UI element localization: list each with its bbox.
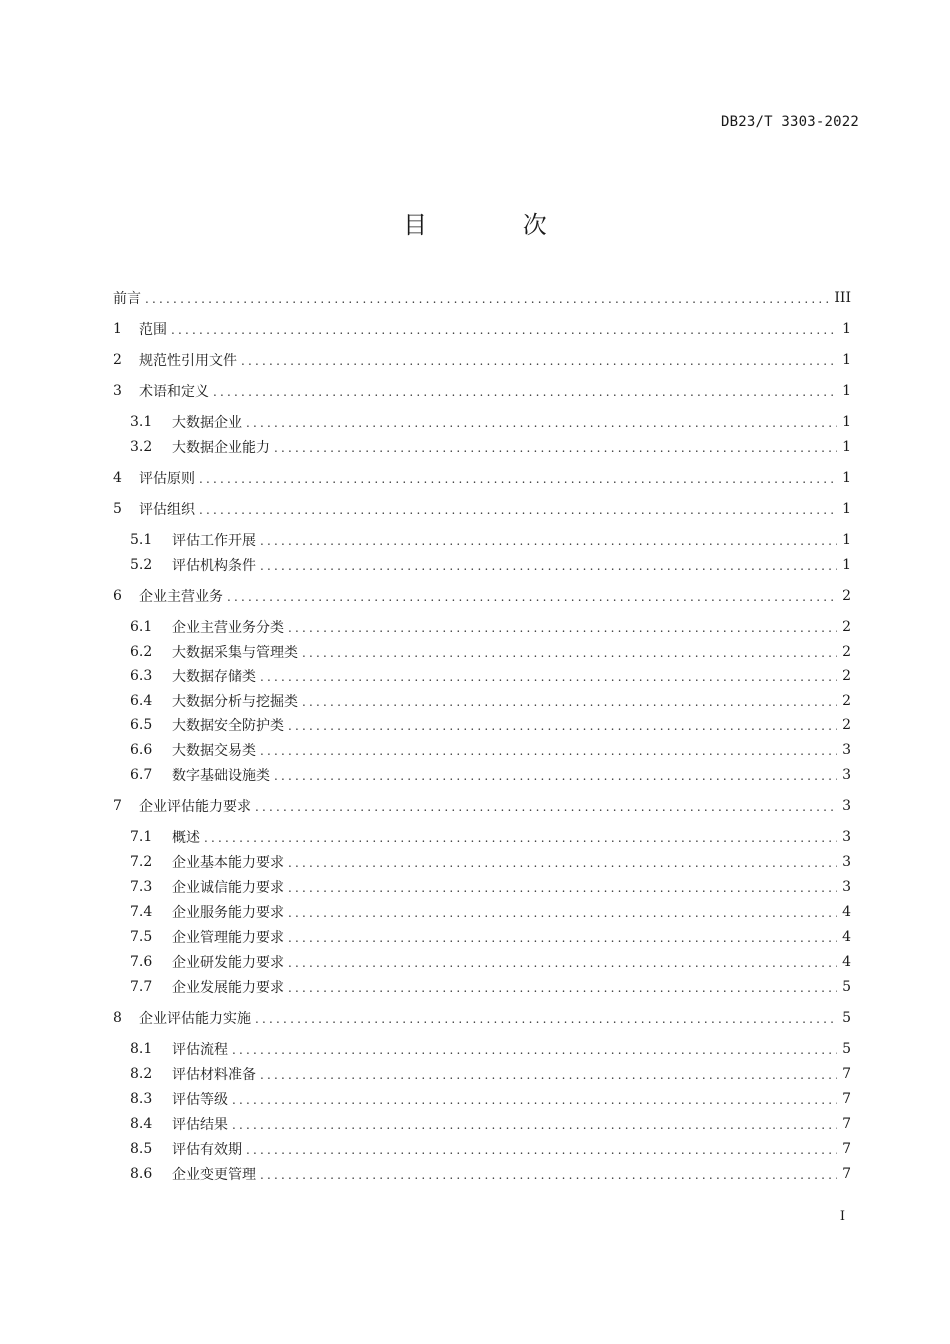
- toc-entry-number: 5.2: [130, 557, 153, 573]
- toc-entry-number: 1: [113, 321, 122, 337]
- toc-entry[interactable]: [113, 641, 851, 663]
- toc-entry-number: 8.5: [130, 1141, 153, 1157]
- toc-entry-label: 评估组织: [139, 502, 195, 518]
- toc-entry-label: 企业主营业务: [139, 589, 223, 605]
- dot-leader: [255, 1012, 837, 1026]
- toc-entry-number: 3.2: [130, 439, 153, 455]
- toc-entry-label: 术语和定义: [139, 384, 209, 400]
- toc-entry-page: 2: [842, 668, 851, 684]
- toc-entry-label: 企业主营业务分类: [172, 620, 284, 636]
- toc-entry[interactable]: [113, 411, 851, 433]
- toc-entry-page: 2: [842, 717, 851, 733]
- toc-entry-label: 大数据安全防护类: [172, 718, 284, 734]
- toc-entry-number: 8.3: [130, 1091, 153, 1107]
- dot-leader: [232, 1093, 837, 1107]
- toc-entry-label: 大数据存储类: [172, 669, 256, 685]
- toc-entry[interactable]: [113, 318, 851, 340]
- dot-leader: [260, 744, 837, 758]
- toc-entry[interactable]: [113, 287, 851, 309]
- dot-leader: [255, 800, 837, 814]
- dot-leader: [204, 831, 837, 845]
- toc-entry[interactable]: [113, 554, 851, 576]
- toc-entry-label: 范围: [139, 322, 167, 338]
- dot-leader: [232, 1118, 837, 1132]
- toc-entry-number: 8.6: [130, 1166, 153, 1182]
- toc-entry[interactable]: [113, 1088, 851, 1110]
- toc-entry-number: 5: [113, 501, 122, 517]
- toc-entry-page: 2: [842, 588, 851, 604]
- page-title: 目 次: [403, 211, 591, 239]
- toc-entry[interactable]: [113, 951, 851, 973]
- toc-entry-page: 2: [842, 644, 851, 660]
- toc-entry-number: 7.3: [130, 879, 153, 895]
- toc-entry-page: 1: [842, 557, 851, 573]
- dot-leader: [288, 956, 837, 970]
- dot-leader: [199, 472, 837, 486]
- toc-entry-label: 前言: [113, 291, 141, 307]
- dot-leader: [227, 590, 837, 604]
- toc-entry-page: 3: [842, 767, 851, 783]
- toc-entry[interactable]: [113, 851, 851, 873]
- toc-entry[interactable]: [113, 976, 851, 998]
- toc-entry-label: 企业研发能力要求: [172, 955, 284, 971]
- toc-entry-number: 7.6: [130, 954, 153, 970]
- toc-entry-label: 企业诚信能力要求: [172, 880, 284, 896]
- toc-entry[interactable]: [113, 616, 851, 638]
- dot-leader: [246, 1143, 837, 1157]
- dot-leader: [274, 441, 837, 455]
- toc-entry[interactable]: [113, 349, 851, 371]
- toc-entry-number: 6.2: [130, 644, 153, 660]
- toc-entry-label: 数字基础设施类: [172, 768, 270, 784]
- dot-leader: [302, 646, 837, 660]
- dot-leader: [288, 719, 837, 733]
- toc-entry-page: 3: [842, 854, 851, 870]
- toc-entry-number: 6.6: [130, 742, 153, 758]
- toc-entry-page: 1: [842, 439, 851, 455]
- toc-entry[interactable]: [113, 764, 851, 786]
- toc-entry-label: 评估流程: [172, 1042, 228, 1058]
- dot-leader: [288, 906, 837, 920]
- toc-entry-page: 7: [842, 1166, 851, 1182]
- toc-entry-label: 评估等级: [172, 1092, 228, 1108]
- dot-leader: [260, 1068, 837, 1082]
- toc-entry-page: 5: [842, 979, 851, 995]
- dot-leader: [288, 931, 837, 945]
- toc-entry-number: 7.2: [130, 854, 153, 870]
- toc-entry-page: 2: [842, 619, 851, 635]
- toc-entry-label: 企业基本能力要求: [172, 855, 284, 871]
- dot-leader: [288, 621, 837, 635]
- toc-entry-page: 5: [842, 1041, 851, 1057]
- toc-entry[interactable]: [113, 795, 851, 817]
- toc-entry-number: 6: [113, 588, 122, 604]
- toc-entry-label: 评估工作开展: [172, 533, 256, 549]
- toc-entry[interactable]: [113, 826, 851, 848]
- toc-entry-label: 企业服务能力要求: [172, 905, 284, 921]
- toc-entry-page: 4: [842, 929, 851, 945]
- toc-entry-page: 1: [842, 352, 851, 368]
- toc-entry-number: 6.5: [130, 717, 153, 733]
- dot-leader: [213, 385, 837, 399]
- dot-leader: [246, 416, 837, 430]
- toc-entry-page: 1: [842, 532, 851, 548]
- toc-entry[interactable]: [113, 901, 851, 923]
- page-number: I: [839, 1209, 845, 1224]
- toc-entry[interactable]: [113, 380, 851, 402]
- toc-entry-page: 3: [842, 742, 851, 758]
- toc-entry-label: 大数据企业能力: [172, 440, 270, 456]
- toc-entry-page: 1: [842, 414, 851, 430]
- toc-entry-label: 企业变更管理: [172, 1167, 256, 1183]
- toc-entry[interactable]: [113, 436, 851, 458]
- toc-entry-label: 评估原则: [139, 471, 195, 487]
- toc-entry-label: 规范性引用文件: [139, 353, 237, 369]
- toc-entry-page: 1: [842, 501, 851, 517]
- toc-entry-label: 评估结果: [172, 1117, 228, 1133]
- document-code: DB23/T 3303-2022: [720, 114, 859, 130]
- toc-entry[interactable]: [113, 1138, 851, 1160]
- toc-entry-number: 2: [113, 352, 122, 368]
- toc-entry-label: 大数据分析与挖掘类: [172, 694, 298, 710]
- toc-entry-page: 4: [842, 954, 851, 970]
- toc-entry[interactable]: [113, 467, 851, 489]
- dot-leader: [302, 695, 837, 709]
- toc-entry[interactable]: [113, 585, 851, 607]
- toc-entry-number: 8.1: [130, 1041, 153, 1057]
- toc-entry-label: 评估有效期: [172, 1142, 242, 1158]
- toc-entry-number: 6.3: [130, 668, 153, 684]
- toc-entry-page: 7: [842, 1091, 851, 1107]
- dot-leader: [199, 503, 837, 517]
- dot-leader: [145, 292, 830, 306]
- toc-entry[interactable]: [113, 1063, 851, 1085]
- toc-entry-page: 3: [842, 829, 851, 845]
- dot-leader: [260, 559, 837, 573]
- toc-entry-label: 大数据企业: [172, 415, 242, 431]
- toc-entry-page: 7: [842, 1141, 851, 1157]
- toc-entry[interactable]: [113, 498, 851, 520]
- dot-leader: [288, 881, 837, 895]
- toc-entry-number: 6.7: [130, 767, 153, 783]
- toc-entry[interactable]: [113, 1163, 851, 1185]
- toc-entry-page: 7: [842, 1066, 851, 1082]
- toc-entry[interactable]: [113, 876, 851, 898]
- dot-leader: [288, 856, 837, 870]
- dot-leader: [241, 354, 837, 368]
- dot-leader: [260, 534, 837, 548]
- toc-entry-label: 概述: [172, 830, 200, 846]
- toc-entry-label: 大数据交易类: [172, 743, 256, 759]
- toc-entry-page: 1: [842, 321, 851, 337]
- toc-entry-page: 1: [842, 383, 851, 399]
- toc-entry-page: 3: [842, 879, 851, 895]
- toc-entry-number: 6.1: [130, 619, 153, 635]
- toc-entry-label: 企业评估能力实施: [139, 1011, 251, 1027]
- dot-leader: [171, 323, 837, 337]
- toc-entry-page: 3: [842, 798, 851, 814]
- toc-entry-page: III: [834, 290, 851, 306]
- toc-entry-page: 4: [842, 904, 851, 920]
- dot-leader: [288, 981, 837, 995]
- toc-entry-number: 7.4: [130, 904, 153, 920]
- toc-entry-page: 2: [842, 693, 851, 709]
- toc-entry-label: 企业管理能力要求: [172, 930, 284, 946]
- toc-entry-label: 评估材料准备: [172, 1067, 256, 1083]
- toc-entry[interactable]: [113, 1038, 851, 1060]
- toc-entry-page: 7: [842, 1116, 851, 1132]
- toc-entry-label: 企业评估能力要求: [139, 799, 251, 815]
- toc-entry[interactable]: [113, 665, 851, 687]
- dot-leader: [232, 1043, 837, 1057]
- dot-leader: [260, 1168, 837, 1182]
- toc-entry-number: 7.5: [130, 929, 153, 945]
- toc-entry-number: 4: [113, 470, 122, 486]
- toc-entry-page: 1: [842, 470, 851, 486]
- toc-entry[interactable]: [113, 1113, 851, 1135]
- toc-entry-number: 3: [113, 383, 122, 399]
- dot-leader: [260, 670, 837, 684]
- toc-entry-number: 7: [113, 798, 122, 814]
- toc-entry[interactable]: [113, 926, 851, 948]
- toc-entry-page: 5: [842, 1010, 851, 1026]
- toc-entry-label: 评估机构条件: [172, 558, 256, 574]
- toc-entry[interactable]: [113, 1007, 851, 1029]
- toc-entry-label: 企业发展能力要求: [172, 980, 284, 996]
- toc-entry[interactable]: [113, 529, 851, 551]
- toc-entry-number: 7.7: [130, 979, 153, 995]
- toc-entry-number: 8: [113, 1010, 122, 1026]
- toc-entry[interactable]: [113, 690, 851, 712]
- toc-entry-number: 6.4: [130, 693, 153, 709]
- toc-entry[interactable]: [113, 739, 851, 761]
- dot-leader: [274, 769, 837, 783]
- toc-entry[interactable]: [113, 714, 851, 736]
- toc-entry-number: 8.2: [130, 1066, 153, 1082]
- toc-entry-number: 3.1: [130, 414, 153, 430]
- toc-entry-number: 5.1: [130, 532, 153, 548]
- toc-entry-label: 大数据采集与管理类: [172, 645, 298, 661]
- toc-entry-number: 7.1: [130, 829, 153, 845]
- toc-entry-number: 8.4: [130, 1116, 153, 1132]
